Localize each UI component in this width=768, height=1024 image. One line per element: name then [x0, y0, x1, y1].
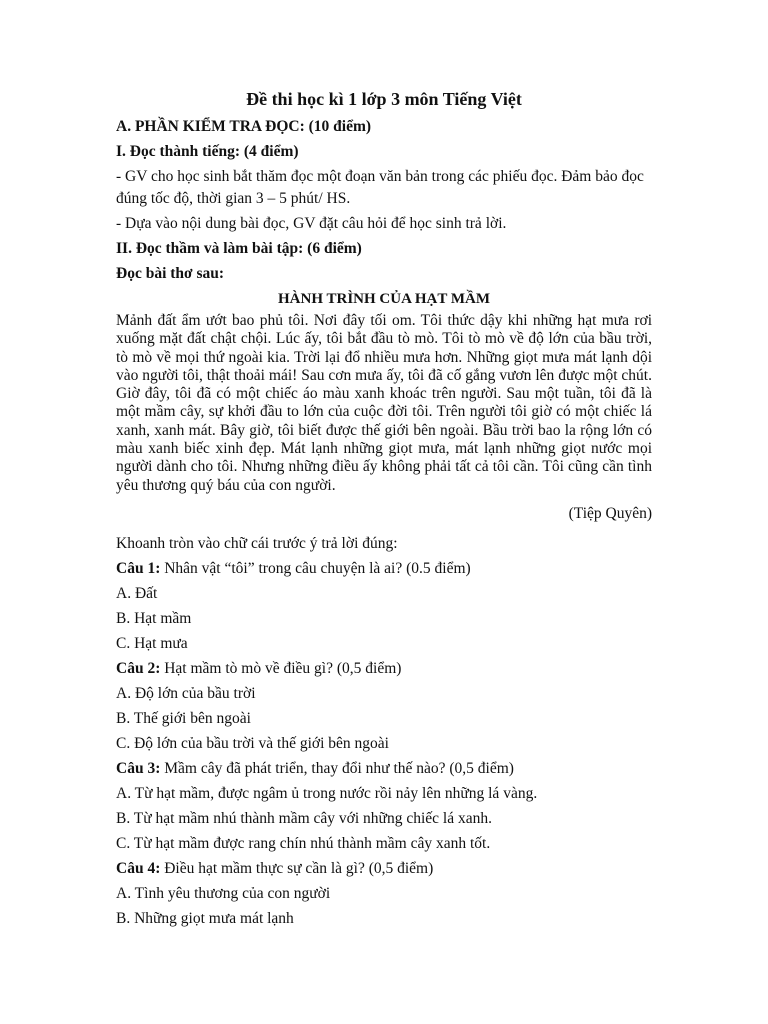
answer-option: B. Từ hạt mầm nhú thành mầm cây với những chiếc lá xanh.: [116, 809, 492, 827]
exam-page: [116, 86, 652, 933]
page-title: Đề thi học kì 1 lớp 3 môn Tiếng Việt: [246, 89, 522, 109]
answer-option: A. Độ lớn của bầu trời: [116, 684, 256, 702]
question-4: [116, 858, 652, 930]
part1-instruction-1: - GV cho học sinh bắt thăm đọc một đoạn văn bản trong các phiếu đọc. Đảm bảo đọc đúng tốc độ, thời gian 3 – 5 phút/ HS.: [116, 168, 644, 207]
question-2: [116, 658, 652, 755]
answer-option: B. Những giọt mưa mát lạnh: [116, 909, 294, 927]
answer-option: C. Từ hạt mầm được rang chín nhú thành mầm cây xanh tốt.: [116, 834, 491, 852]
answer-option: C. Độ lớn của bầu trời và thế giới bên ngoài: [116, 734, 389, 752]
answer-option: B. Thế giới bên ngoài: [116, 709, 251, 727]
answer-instruction: Khoanh tròn vào chữ cái trước ý trả lời đúng:: [116, 534, 398, 552]
answer-option: A. Tình yêu thương của con người: [116, 884, 331, 902]
section-a-heading: A. PHẦN KIỂM TRA ĐỌC: (10 điểm): [116, 118, 372, 135]
answer-option: A. Từ hạt mầm, được ngâm ủ trong nước rồi nảy lên những lá vàng.: [116, 784, 538, 802]
part1-instruction-2: - Dựa vào nội dung bài đọc, GV đặt câu hỏi để học sinh trả lời.: [116, 215, 507, 232]
part2-subheading: Đọc bài thơ sau:: [116, 265, 225, 282]
answer-option: B. Hạt mầm: [116, 609, 192, 627]
question-text: Câu 2: Hạt mầm tò mò về điều gì? (0,5 điểm): [116, 659, 402, 677]
question-3: [116, 758, 652, 855]
story-text: Mảnh đất ẩm ướt bao phủ tôi. Nơi đây tối om. Tôi thức dậy khi những hạt mưa rơi xuống mặt đất chật chội. Lúc ấy, tôi bắt đầu tò mò. Tôi tò mò về độ lớn của bầu trời, tò mò về mọi thứ ngoài kia. Trời lại đổ nhiều mưa hơn. Những giọt mưa mát lạnh dội vào người tôi, thật thoải mái! Sau cơn mưa ấy, tôi đã cố gắng vươn lên được một chút. Giờ đây, tôi đã có một chiếc áo màu xanh khoác trên người. Sau một tuần, tôi đã là một mầm cây, sự khởi đầu to lớn của cuộc đời tôi. Trên người tôi giờ có một chiếc lá xanh, xanh mát. Bây giờ, tôi biết được thế giới bên ngoài. Bầu trời bao la rộng lớn có màu xanh biếc xinh đẹp. Mát lạnh những giọt mưa, mát lạnh những giọt nước mọi người dành cho tôi. Nhưng những điều ấy không phải tất cả tôi cần. Tôi cũng cần tình yêu thương quý báu của con người.: [116, 312, 652, 494]
part1-heading: I. Đọc thành tiếng: (4 điểm): [116, 143, 299, 160]
question-1: [116, 558, 652, 655]
story-title: HÀNH TRÌNH CỦA HẠT MẦM: [278, 291, 490, 307]
answer-option: C. Hạt mưa: [116, 634, 188, 652]
story-author: (Tiệp Quyên): [568, 504, 652, 522]
question-text: Câu 3: Mầm cây đã phát triển, thay đổi như thế nào? (0,5 điểm): [116, 759, 514, 777]
question-text: Câu 4: Điều hạt mầm thực sự cần là gì? (0,5 điểm): [116, 859, 434, 877]
answer-option: A. Đất: [116, 584, 158, 602]
question-text: Câu 1: Nhân vật “tôi” trong câu chuyện là ai? (0.5 điểm): [116, 559, 471, 577]
part2-heading: II. Đọc thầm và làm bài tập: (6 điểm): [116, 240, 362, 257]
